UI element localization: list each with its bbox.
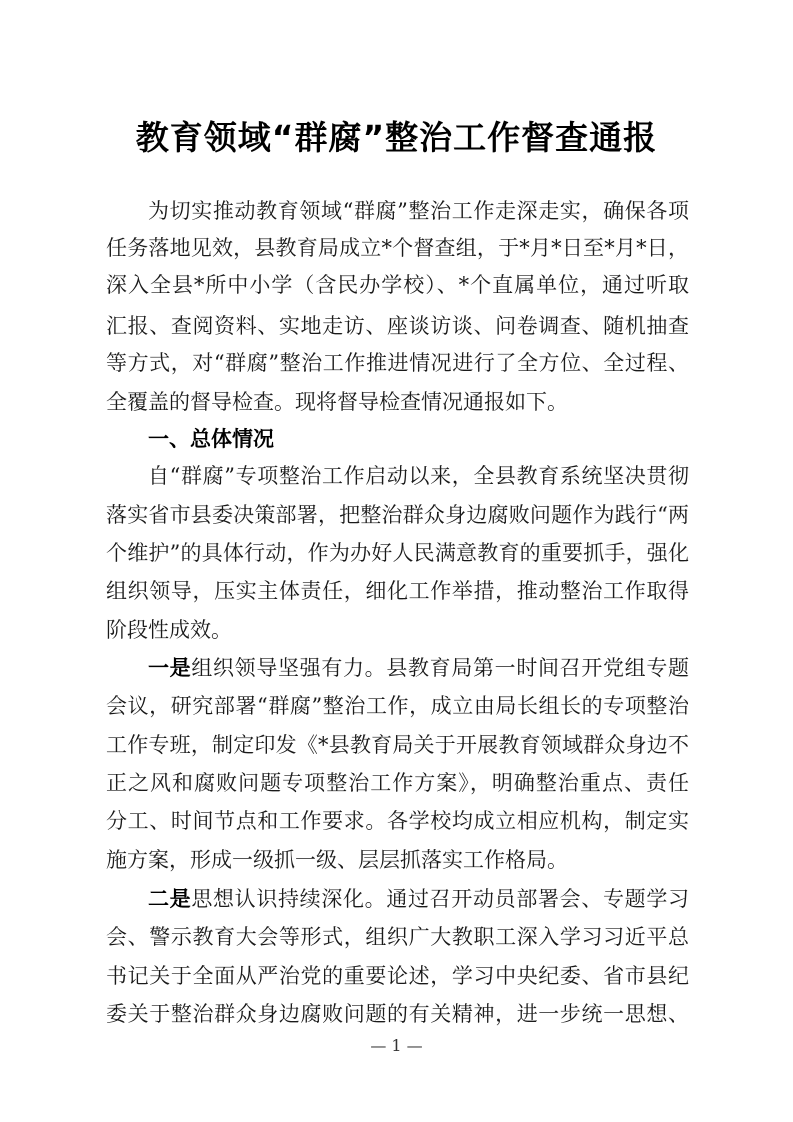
paragraph-text: 组织领导坚强有力。县教育局第一时间召开党组专题 — [191, 656, 690, 680]
paragraph-line: 个维护”的具体行动，作为办好人民满意教育的重要抓手，强化 — [106, 541, 689, 565]
paragraph-line: 落实省市县委决策部署，把整治群众身边腐败问题作为践行“两 — [106, 503, 689, 527]
paragraph-line: 为切实推动教育领域“群腐”整治工作走深走实，确保各项 — [148, 199, 689, 223]
paragraph-line: 书记关于全面从严治党的重要论述，学习中央纪委、省市县纪 — [106, 964, 689, 988]
paragraph-text: 思想认识持续深化。通过召开动员部署会、专题学习 — [191, 887, 690, 911]
paragraph-lead: 一是 — [148, 656, 192, 680]
paragraph-line — [148, 884, 689, 914]
paragraph-line: 组织领导，压实主体责任，细化工作举措，推动整治工作取得 — [106, 579, 689, 603]
paragraph-line: 会、警示教育大会等形式，组织广大教职工深入学习习近平总 — [106, 925, 689, 949]
paragraph-line: 阶段性成效。 — [106, 618, 232, 642]
page-number: — 1 — — [370, 1036, 423, 1055]
paragraph-line: 全覆盖的督导检查。现将督导检查情况通报如下。 — [106, 390, 568, 414]
paragraph-line: 深入全县*所中小学（含民办学校）、*个直属单位，通过听取 — [106, 273, 689, 297]
section-heading: 一、总体情况 — [148, 427, 274, 451]
paragraph-line: 工作专班，制定印发《*县教育局关于开展教育领域群众身边不 — [106, 733, 689, 757]
paragraph-line: 任务落地见效，县教育局成立*个督查组，于*月*日至*月*日， — [106, 236, 689, 260]
document-title: 教育领域“群腐”整治工作督查通报 — [135, 118, 658, 157]
paragraph-line: 自“群腐”专项整治工作启动以来，全县教育系统坚决贯彻 — [148, 464, 689, 488]
paragraph-line: 正之风和腐败问题专项整治工作方案》，明确整治重点、责任 — [106, 771, 689, 795]
paragraph-line — [148, 653, 689, 683]
paragraph-line: 施方案，形成一级抓一级、层层抓落实工作格局。 — [106, 848, 568, 872]
paragraph-line: 等方式，对“群腐”整治工作推进情况进行了全方位、全过程、 — [106, 351, 689, 375]
paragraph-line: 汇报、查阅资料、实地走访、座谈访谈、问卷调查、随机抽查 — [106, 314, 689, 338]
paragraph-line: 委关于整治群众身边腐败问题的有关精神，进一步统一思想、 — [106, 1002, 689, 1026]
paragraph-lead: 二是 — [148, 887, 192, 911]
paragraph-line: 分工、时间节点和工作要求。各学校均成立相应机构，制定实 — [106, 809, 689, 833]
paragraph-line: 会议，研究部署“群腐”整治工作，成立由局长组长的专项整治 — [106, 694, 689, 718]
